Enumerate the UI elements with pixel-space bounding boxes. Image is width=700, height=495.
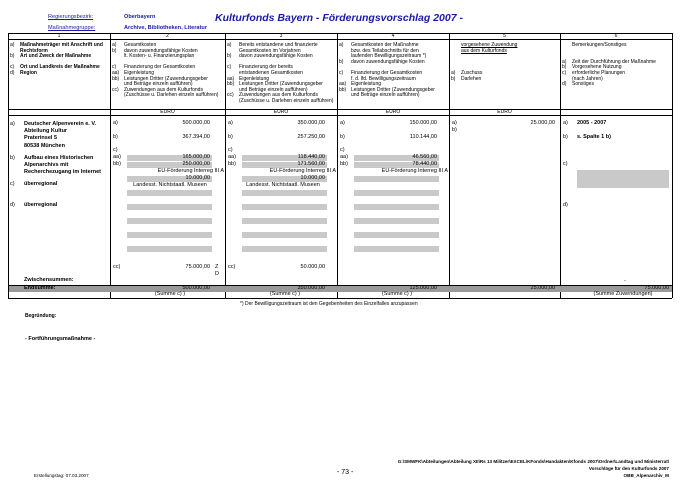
col4-shade-5: [354, 232, 439, 238]
massnahmegruppe-label: Maßnahmegruppe:: [48, 25, 96, 31]
total-col6: 75.000,00: [644, 285, 669, 291]
col2-b-value: 367.394,00: [182, 134, 210, 140]
col2-shade-5: [127, 246, 212, 252]
entry-traeger: a) Deutscher Alpenverein e. V. Abteilung Kultur Praterinsel 5 80538 München: [10, 121, 97, 149]
col2-a-value: 500.000,00: [182, 120, 210, 126]
col2-bb-value2: 10.000,00: [185, 175, 210, 181]
total-col2: 500.000,00: [182, 285, 210, 291]
sum-zuwendungen: (Summe Zuwendungen): [593, 291, 653, 297]
entry-ort: c) überregional: [10, 181, 58, 187]
footer-path-3: OBB_Alpenarchiv_M: [623, 473, 669, 478]
total-col6-top: -: [624, 278, 626, 284]
col3-b-value: 257.250,00: [297, 134, 325, 140]
col2-c-marker: c): [113, 147, 118, 153]
col2-cc-flag2: D: [215, 271, 219, 277]
col6-header: Bemerkungen/Sonstiges a) Zeit der Durchführung der Maßnahme b) Vorgesehene Nutzung c) erforderliche Planungen (nach Jahren) d) Sonstiges: [562, 42, 656, 88]
fortfuehrung-label: - Fortführungsmaßnahme -: [25, 336, 96, 342]
col3-shade-4: [242, 232, 327, 238]
col6-b-value: s. Spalte 1 b): [577, 134, 611, 140]
col1-header: a) Maßnahmeträger mit Anschrift und Rechtsform b) Art und Zweck der Maßnahme c) Ort und Landkreis der Maßnahme d) Region: [10, 42, 103, 76]
col3-cc-marker: cc): [228, 264, 236, 270]
entry-region: d) überregional: [10, 202, 58, 208]
sum-c-col2: (Summe c) ): [154, 291, 186, 297]
col4-aa-value: 46.560,00: [412, 154, 437, 160]
col3-b-marker: b): [228, 134, 233, 140]
col2-bb-value: 250.000,00: [182, 161, 210, 167]
col4-a-value: 150.000,00: [409, 120, 437, 126]
col2-bb-marker: bb): [113, 161, 121, 167]
col5-b-marker: b): [452, 127, 457, 133]
endsumme-bar: [9, 286, 672, 292]
col3-bb-value: 171.560,00: [297, 161, 325, 167]
zwischensummen-label: Zwischensummen:: [24, 277, 74, 283]
col3-c-marker: c): [228, 147, 233, 153]
col4-b-marker: b): [340, 134, 345, 140]
col2-shade-1: [127, 190, 212, 196]
col4-bb-marker: bb): [340, 161, 348, 167]
col2-aa-marker: aa): [113, 154, 121, 160]
col4-shade-1: [354, 176, 439, 182]
footnote: *) Der Bewilligungszeitraum ist den Gegebenheiten des Einzelfalles anzupassen: [240, 301, 418, 307]
col2-shade-2: [127, 204, 212, 210]
col5-a-marker: a): [452, 120, 457, 126]
col4-c-marker: c): [340, 147, 345, 153]
currency-col5: EURO: [497, 109, 512, 115]
currency-col4: EURO: [385, 109, 401, 115]
begruendung-label: Begründung:: [25, 313, 57, 319]
col4-aa-marker: aa): [340, 154, 348, 160]
col3-bb-note2: Landesst. Nichtstaatl. Museen: [246, 182, 320, 188]
col6-b-marker: b): [563, 134, 568, 140]
page-number: - 73 -: [337, 469, 354, 476]
col3-aa-marker: aa): [228, 154, 236, 160]
col3-cc-value: 50.000,00: [300, 264, 325, 270]
sum-c-col4: (Summe c) ): [381, 291, 413, 297]
col3-bb-marker: bb): [228, 161, 236, 167]
col4-shade-6: [354, 246, 439, 252]
col4-b-value: 110.144,00: [409, 134, 437, 140]
col-number-3: 3: [279, 33, 283, 39]
regbez-value: Oberbayern: [124, 14, 156, 20]
col-number-6: 6: [614, 33, 618, 39]
currency-col3: EURO: [273, 109, 289, 115]
col3-shade-2: [242, 204, 327, 210]
col4-a-marker: a): [340, 120, 345, 126]
col4-shade-3: [354, 204, 439, 210]
col2-bb-note2: Landesst. Nichtstaatl. Museen: [133, 182, 207, 188]
col2-a-marker: a): [113, 120, 118, 126]
col3-shade-5: [242, 246, 327, 252]
col3-a-marker: a): [228, 120, 233, 126]
col5-a-value: 25.000,00: [530, 120, 555, 126]
regbez-label: Regierungsbezirk:: [48, 14, 94, 20]
col-number-4: 4: [391, 33, 395, 39]
col-number-5: 5: [503, 33, 506, 39]
footer-path-2: Vorschläge für den Kulturfonds 2007: [588, 466, 669, 471]
col4-bb-value: 78.440,00: [412, 161, 437, 167]
col3-bb-value2: 10.000,00: [300, 175, 325, 181]
col2-shade-3: [127, 218, 212, 224]
total-col4: 125.000,00: [409, 285, 437, 291]
col2-aa-value: 165.000,00: [182, 154, 210, 160]
col4-bb-note1: EU-Förderung Interreg III A: [381, 168, 448, 174]
col6-a-value: 2005 - 2007: [577, 120, 607, 126]
col3-shade-3: [242, 218, 327, 224]
footer-date: Erstellungstag: 07.03.2007: [34, 473, 89, 478]
col2-bb-note1: EU-Förderung Interreg III A: [157, 168, 224, 174]
col-number-1: 1: [57, 33, 61, 39]
col2-b-marker: b): [113, 134, 118, 140]
total-col5: 25.000,00: [530, 285, 555, 291]
col3-a-value: 350.000,00: [297, 120, 325, 126]
col4-header: a) Gesamtkosten der Maßnahme bzw. des Teilabschnitts für den laufenden Bewilligungszeitraum *) b) davon zuwendungsfähige Kosten c) Finanzierung der Gesamtkosten f. d. lfd. Bewilligungszeitraum aa) Eigenleistung bb) Leistungen Dritter (Zuwendungsgeber und Beträge einzeln aufführen): [339, 42, 435, 99]
col2-cc-marker: cc): [113, 264, 121, 270]
col2-header: a) Gesamtkosten b) davon zuwendungsfähige Kosten lt. Kosten- u. Finanzierungsplan c) Finanzierung der Gesamtkosten aa) Eigenleistung bb) Leistungen Dritter (Zuwendungsgeber und Beträge einzeln aufführen) cc) Zuwendungen aus dem Kulturfonds (Zuschüsse u. Darlehen einzeln aufführen): [112, 42, 219, 99]
col-number-2: 2: [166, 33, 169, 39]
col4-shade-4: [354, 218, 439, 224]
col3-bb-note1: EU-Förderung Interreg III A: [269, 168, 336, 174]
col4-shade-2: [354, 190, 439, 196]
col2-cc-flag: Z: [215, 264, 219, 270]
footer-path-1: G:\SMWFK\Abteilungen\Abteilung XII\Rs 13 Militzer\EXCEL\KFonds\Handakten\Kfonds 2007\Ordner\Landtag und Ministerrat\: [397, 459, 669, 464]
col3-header: a) Bereits entstandene und finanzierte Gesamtkosten im Vorjahren b) davon zuwendungsfähige Kosten c) Finanzierung der bereits entstandenen Gesamtkosten aa) Eigenleistung bb) Leistungen Dritter (Zuwendungsgeber und Beträge einzeln aufführen) cc) Zuwendungen aus dem Kulturfonds (Zuschüsse u. Darlehen einzeln aufführen): [227, 42, 334, 104]
col3-aa-value: 118.440,00: [297, 154, 325, 160]
col3-shade-1: [242, 190, 327, 196]
col6-d-marker: d): [563, 202, 568, 208]
total-col3: 350.000,00: [297, 285, 325, 291]
col2-shade-4: [127, 232, 212, 238]
currency-col2: EURO: [160, 109, 175, 115]
sum-c-col3: (Summe c) ): [269, 291, 301, 297]
entry-massnahme: b) Aufbau eines Historischen Alpenarchivs mit Recherchezugang im Internet: [10, 155, 102, 176]
page-title: Kulturfonds Bayern - Förderungsvorschlag 2007 -: [215, 12, 463, 24]
col6-a-marker: a): [563, 120, 568, 126]
col6-c-shade: [577, 170, 669, 188]
col5-header: vorgesehene Zuwendung aus dem Kulturfonds a) Zuschuss b) Darlehen: [451, 42, 518, 82]
endsumme-label: Endsumme:: [24, 285, 56, 291]
col2-cc-value: 75.000,00: [185, 264, 210, 270]
col6-c-marker: c): [563, 161, 568, 167]
massnahmegruppe-value: Archive, Bibliotheken, Literatur: [124, 25, 207, 31]
